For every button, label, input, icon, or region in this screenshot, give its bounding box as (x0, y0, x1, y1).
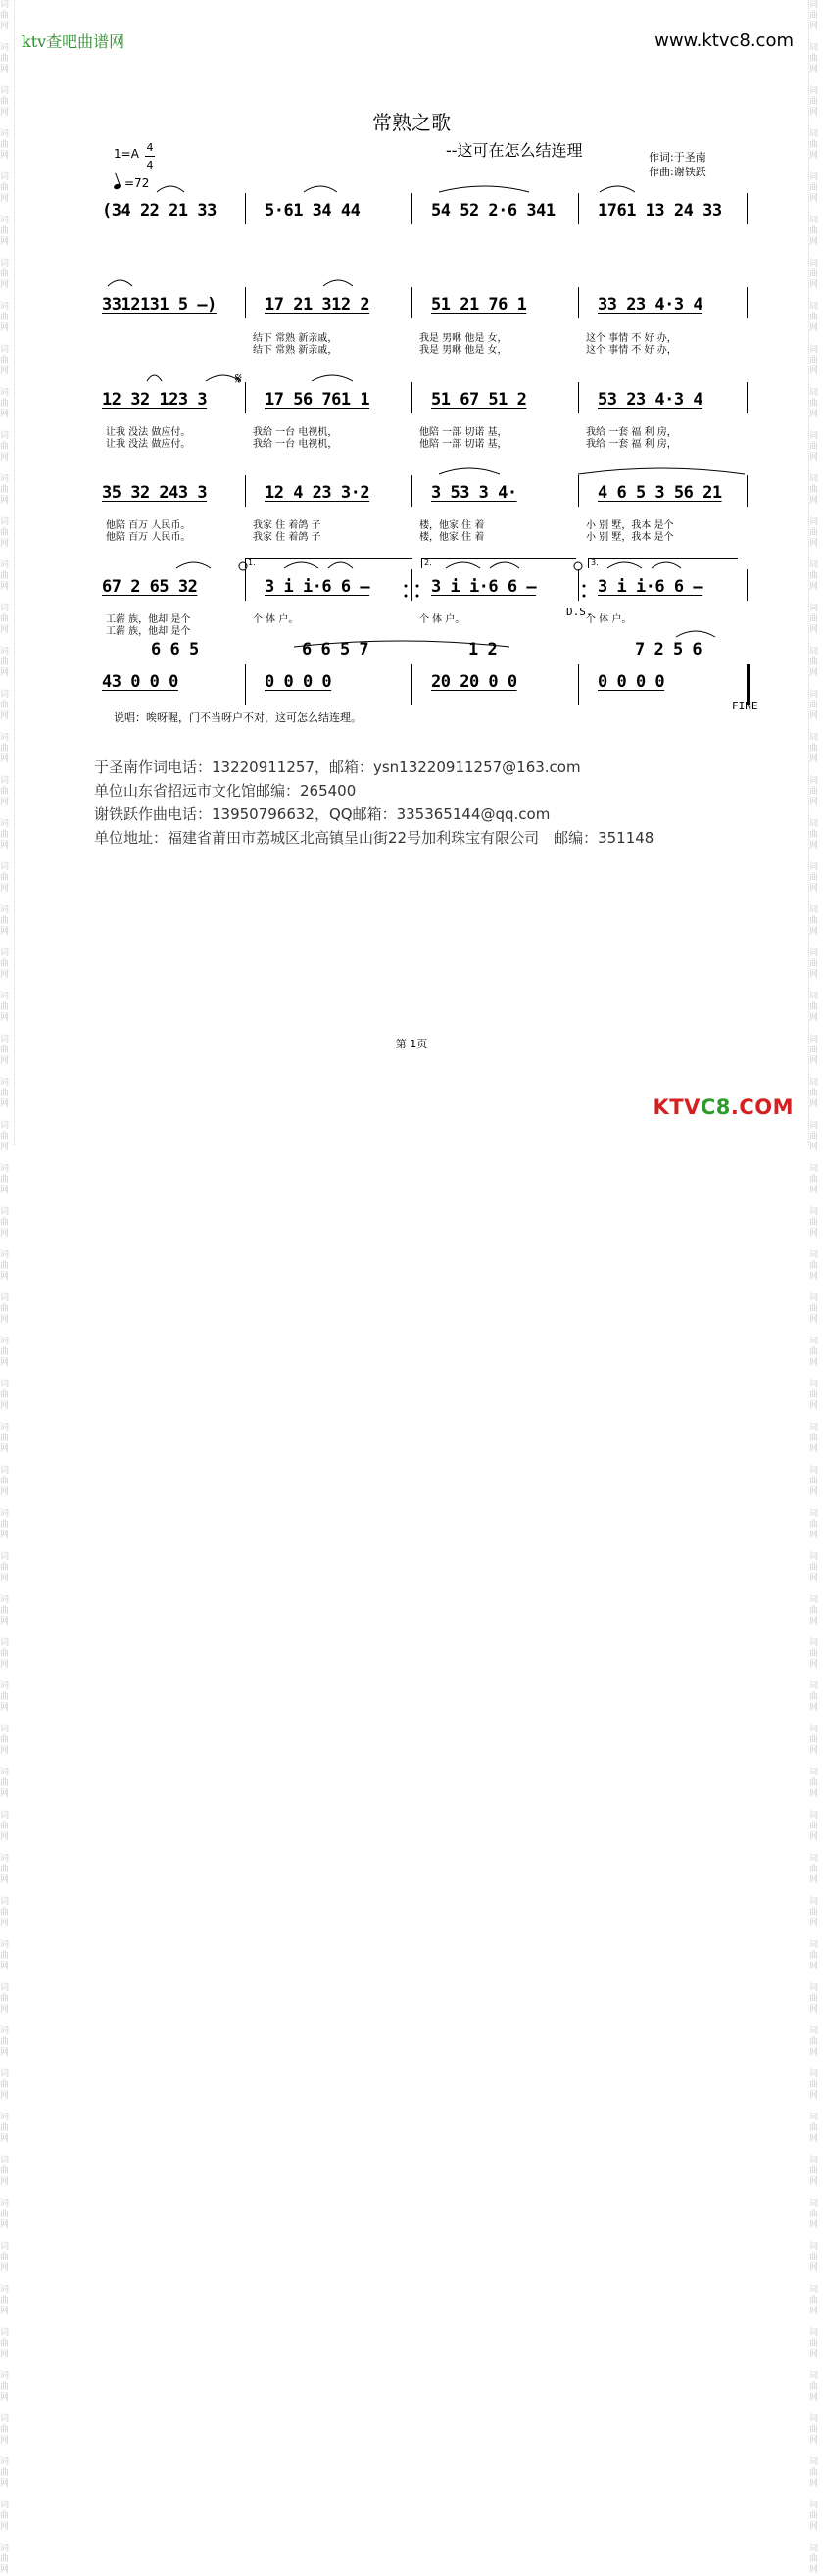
volta-bracket: 2. (421, 558, 576, 568)
upper-voice: 6 6 5 7 (302, 640, 369, 659)
measure: 0 0 0 0 (265, 672, 332, 692)
logo[interactable] (653, 1095, 794, 1119)
lyric-line: 我给 一台 电视机， (253, 427, 338, 438)
measure: 53 23 4·3 4 (598, 390, 703, 410)
slur-arc (600, 186, 635, 192)
meter-top: 4 (146, 141, 154, 154)
coda-icon (574, 562, 582, 570)
lyric-line: 工薪 族，他却 是个 (106, 614, 191, 625)
key-signature: 1=A (114, 147, 139, 161)
meter-bottom: 4 (146, 159, 154, 171)
slur-arc (446, 562, 480, 568)
speech-note: 说唱：唉呀喔，门不当呀户不对，这可怎么结连理。 (114, 711, 362, 724)
lyric-line-repeat: 我家 住 着鸽 子 (253, 532, 321, 543)
lyric-line-repeat: 小 别 墅，我本 是个 (586, 532, 674, 543)
fine-mark: FINE (732, 700, 758, 712)
lyricist: 作词:于圣南 (649, 151, 706, 164)
slur-arc (439, 468, 500, 474)
measure: 54 52 2·6 341 (431, 201, 556, 220)
song-title: 常熟之歌 (372, 111, 451, 134)
measure: 51 21 76 1 (431, 295, 527, 315)
slur-arc (490, 562, 519, 568)
brand-left[interactable]: ktv查吧曲谱网 (22, 32, 125, 51)
lyric-line: 让我 没法 做应付。 (106, 427, 191, 438)
lyric-line-repeat: 让我 没法 做应付。 (106, 439, 191, 450)
slur-arc (328, 562, 353, 568)
measure: 0 0 0 0 (598, 672, 665, 692)
measure: 33 23 4·3 4 (598, 295, 703, 315)
tempo-value: =72 (124, 176, 150, 190)
lyric-line: 小 别 墅，我本 是个 (586, 520, 674, 531)
measure: 3312131 5 –) (102, 295, 217, 315)
measure: 43 0 0 0 (102, 672, 178, 692)
lyric-line-repeat: 楼，他家 住 着 (419, 532, 485, 543)
coda-icon (239, 562, 247, 570)
lyric-line-repeat: 我是 男咻 他是 女， (419, 345, 508, 356)
lyric-line: 结下 常熟 新亲戚， (253, 333, 338, 344)
page-number: 第 1页 (395, 1038, 428, 1050)
repeat-dot (416, 595, 419, 598)
lyric-line: 他陪 百万 人民币。 (106, 520, 191, 531)
info-line-1: 于圣南作词电话：13220911257，邮箱：ysn13220911257@163.com (94, 758, 581, 776)
lyric-line: 这个 事情 不 好 办， (586, 333, 677, 344)
slur-arc (294, 641, 509, 647)
volta-bracket: 1. (245, 558, 412, 568)
slur-arc (304, 186, 337, 192)
measure: 4 6 5 3 56 21 (598, 483, 722, 503)
lyric-line-repeat: 工薪 族，他却 是个 (106, 626, 191, 637)
measure: 35 32 243 3 (102, 483, 208, 503)
slur-arc (323, 280, 353, 286)
measure: 12 4 23 3·2 (265, 483, 370, 503)
slur-arc (312, 375, 353, 381)
measure: 17 21 312 2 (265, 295, 370, 315)
slur-arc (147, 375, 162, 381)
slur-layer (0, 0, 823, 745)
slur-arc (439, 186, 529, 192)
info-line-4: 单位地址：福建省莆田市荔城区北高镇呈山街22号加利珠宝有限公司 邮编：351148 (94, 829, 654, 847)
measure: 5·61 34 44 (265, 201, 361, 220)
lyric-line-repeat: 他陪 一部 切诺 基， (419, 439, 508, 450)
measure: 17 56 761 1 (265, 390, 370, 410)
upper-voice: 1 2 (468, 640, 498, 659)
measure: 3 i i·6 6 – (598, 577, 703, 597)
lyric-line: 个 体 户。 (419, 614, 465, 625)
lyric-line: 个 体 户。 (586, 614, 632, 625)
volta-bracket: 3. (588, 558, 738, 568)
slur-arc (108, 280, 132, 286)
lyric-line: 个 体 户。 (253, 614, 299, 625)
measure: 3 i i·6 6 – (265, 577, 370, 597)
measure: 12 32 123 3 (102, 390, 208, 410)
composer: 作曲:谢铁跃 (649, 166, 706, 178)
slur-arc (176, 562, 211, 568)
side-watermark-left: 词 曲 网 词 曲 网 词 曲 网 词 曲 网 词 曲 网 词 曲 网 词 曲 网 词 曲 网 词 曲 网 词 曲 网 词 曲 网 词 曲 网 词 曲 网 词 曲 网 词 曲 网 词 曲 网 词 曲 网 词 曲 网 词 曲 网 词 曲 网 词 曲 网 词 曲 网 词 曲 网 词 曲 网 词 曲 网 词 曲 网 词 曲 网 词 曲 网 词 曲 网 词 曲 网 词 曲 网 词 曲 网 词 曲 网 词 曲 网 词 曲 网 词 曲 网 词 曲 网 词 曲 网 词 曲 网 词 曲 网 词 曲 网 词 曲 网 词 曲 网 词 曲 网 词 曲 网 词 曲 网 词 曲 网 词 曲 网 词 曲 网 词 曲 网 词 曲 网 词 曲 网 词 曲 网 词 曲 网 词 曲 网 词 曲 网 词 曲 网 词 曲 网 词 曲 网 词 曲 网 (0, 0, 15, 1145)
slur-arc (578, 468, 745, 474)
lyric-line-repeat: 我给 一台 电视机， (253, 439, 338, 450)
segno-icon: 𝄋 (235, 369, 242, 388)
lyric-line: 他陪 一部 切诺 基， (419, 427, 508, 438)
repeat-dot (583, 595, 586, 598)
lyric-line: 楼，他家 住 着 (419, 520, 485, 531)
side-watermark-right: 词 曲 网 词 曲 网 词 曲 网 词 曲 网 词 曲 网 词 曲 网 词 曲 网 词 曲 网 词 曲 网 词 曲 网 词 曲 网 词 曲 网 词 曲 网 词 曲 网 词 曲 网 词 曲 网 词 曲 网 词 曲 网 词 曲 网 词 曲 网 词 曲 网 词 曲 网 词 曲 网 词 曲 网 词 曲 网 词 曲 网 词 曲 网 词 曲 网 词 曲 网 词 曲 网 词 曲 网 词 曲 网 词 曲 网 词 曲 网 词 曲 网 词 曲 网 词 曲 网 词 曲 网 词 曲 网 词 曲 网 词 曲 网 词 曲 网 词 曲 网 词 曲 网 词 曲 网 词 曲 网 词 曲 网 词 曲 网 词 曲 网 词 曲 网 词 曲 网 词 曲 网 词 曲 网 词 曲 网 词 曲 网 词 曲 网 词 曲 网 词 曲 网 词 曲 网 词 曲 网 (808, 0, 823, 1145)
slur-arc (676, 631, 715, 637)
upper-voice: 7 2 5 6 (635, 640, 702, 659)
lyric-line: 我给 一套 福 利 房， (586, 427, 677, 438)
measure: 20 20 0 0 (431, 672, 517, 692)
repeat-dot (405, 585, 408, 588)
logo-part-a: KTV (653, 1095, 701, 1119)
info-line-3: 谢铁跃作曲电话：13950796632，QQ邮箱：335365144@qq.com (94, 805, 551, 823)
measure: (34 22 21 33 (102, 201, 217, 220)
logo-part-b: C8 (700, 1095, 731, 1119)
measure: 1761 13 24 33 (598, 201, 722, 220)
lyric-line-repeat: 结下 常熟 新亲戚， (253, 345, 338, 356)
repeat-dot (583, 585, 586, 588)
repeat-dot (416, 585, 419, 588)
slur-arc (652, 562, 681, 568)
ds-mark: D.S. (566, 606, 593, 618)
brand-url[interactable]: www.ktvc8.com (654, 30, 794, 51)
slur-arc (284, 562, 318, 568)
measure: 3 53 3 4· (431, 483, 517, 503)
lyric-line-repeat: 我给 一套 福 利 房， (586, 439, 677, 450)
info-line-2: 单位山东省招远市文化馆邮编：265400 (94, 782, 357, 800)
lyric-line: 我家 住 着鸽 子 (253, 520, 321, 531)
slur-arc (607, 562, 642, 568)
song-subtitle: --这可在怎么结连理 (446, 141, 583, 160)
lyric-line-repeat: 他陪 百万 人民币。 (106, 532, 191, 543)
repeat-dot (405, 595, 408, 598)
logo-part-c: .COM (730, 1095, 794, 1119)
lyric-line: 我是 男咻 他是 女， (419, 333, 508, 344)
measure: 67 2 65 32 (102, 577, 198, 597)
slur-arc (157, 186, 184, 192)
measure: 3 i i·6 6 – (431, 577, 537, 597)
lyric-line-repeat: 这个 事情 不 好 办， (586, 345, 677, 356)
measure: 51 67 51 2 (431, 390, 527, 410)
upper-voice: 6 6 5 (151, 640, 199, 659)
